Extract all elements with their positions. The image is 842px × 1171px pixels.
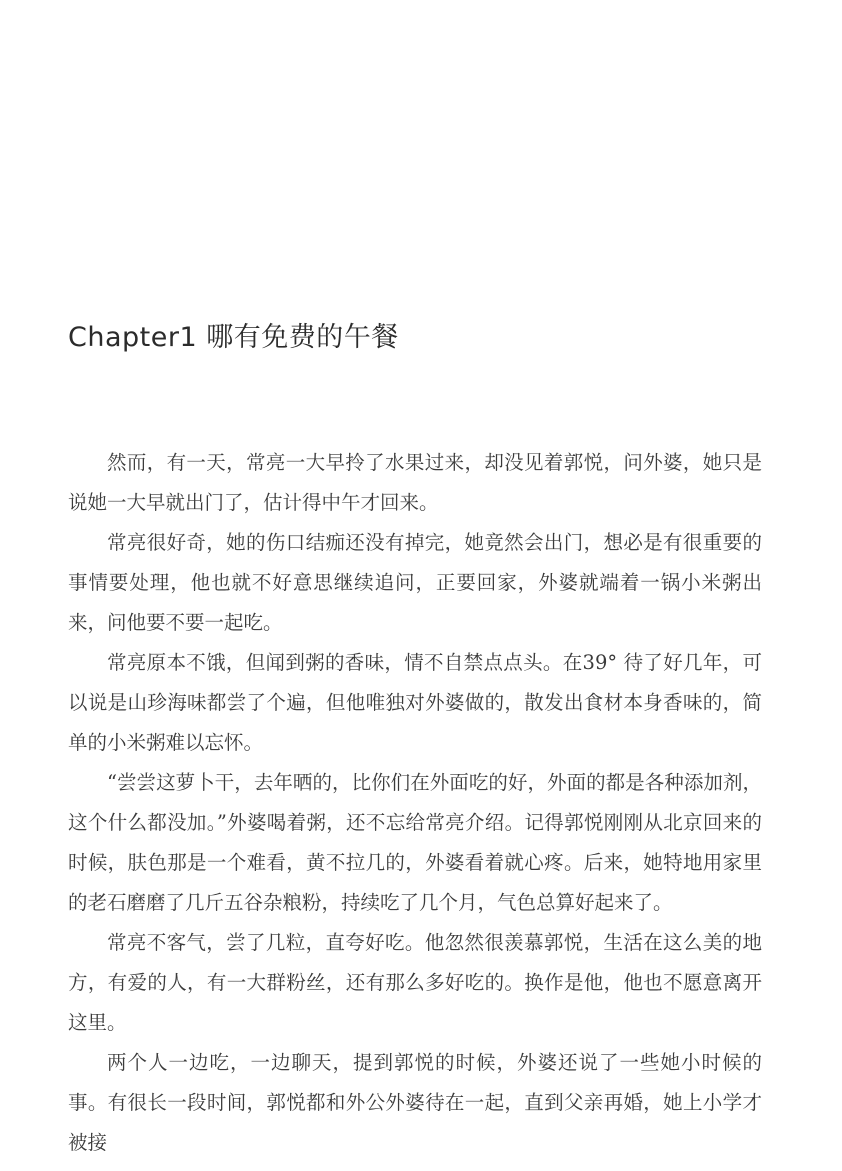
chapter-title: Chapter1 哪有免费的午餐 (68, 322, 399, 353)
paragraph: 两个人一边吃，一边聊天，提到郭悦的时候，外婆还说了一些她小时候的事。有很长一段时间，郭悦都和外公外婆待在一起，直到父亲再婚，她上小学才被接 (68, 1051, 762, 1154)
paragraph: 然而，有一天，常亮一大早拎了水果过来，却没见着郭悦，问外婆，她只是说她一大早就出门了，估计得中午才回来。 (68, 451, 762, 514)
paragraph: “尝尝这萝卜干，去年晒的，比你们在外面吃的好，外面的都是各种添加剂，这个什么都没加。”外婆喝着粥，还不忘给常亮介绍。记得郭悦刚刚从北京回来的时候，肤色那是一个难看，黄不拉几的，外婆看着就心疼。后来，她特地用家里的老石磨磨了几斤五谷杂粮粉，持续吃了几个月，气色总算好起来了。 (68, 771, 762, 914)
chapter-body (68, 443, 762, 1163)
paragraph: 常亮不客气，尝了几粒，直夸好吃。他忽然很羡慕郭悦，生活在这么美的地方，有爱的人，有一大群粉丝，还有那么多好吃的。换作是他，他也不愿意离开这里。 (68, 931, 762, 1034)
paragraph: 常亮原本不饿，但闻到粥的香味，情不自禁点点头。在39° 待了好几年，可以说是山珍海味都尝了个遍，但他唯独对外婆做的，散发出食材本身香味的，简单的小米粥难以忘怀。 (68, 651, 762, 754)
paragraph: 常亮很好奇，她的伤口结痂还没有掉完，她竟然会出门，想必是有很重要的事情要处理，他也就不好意思继续追问，正要回家，外婆就端着一锅小米粥出来，问他要不要一起吃。 (68, 531, 762, 634)
